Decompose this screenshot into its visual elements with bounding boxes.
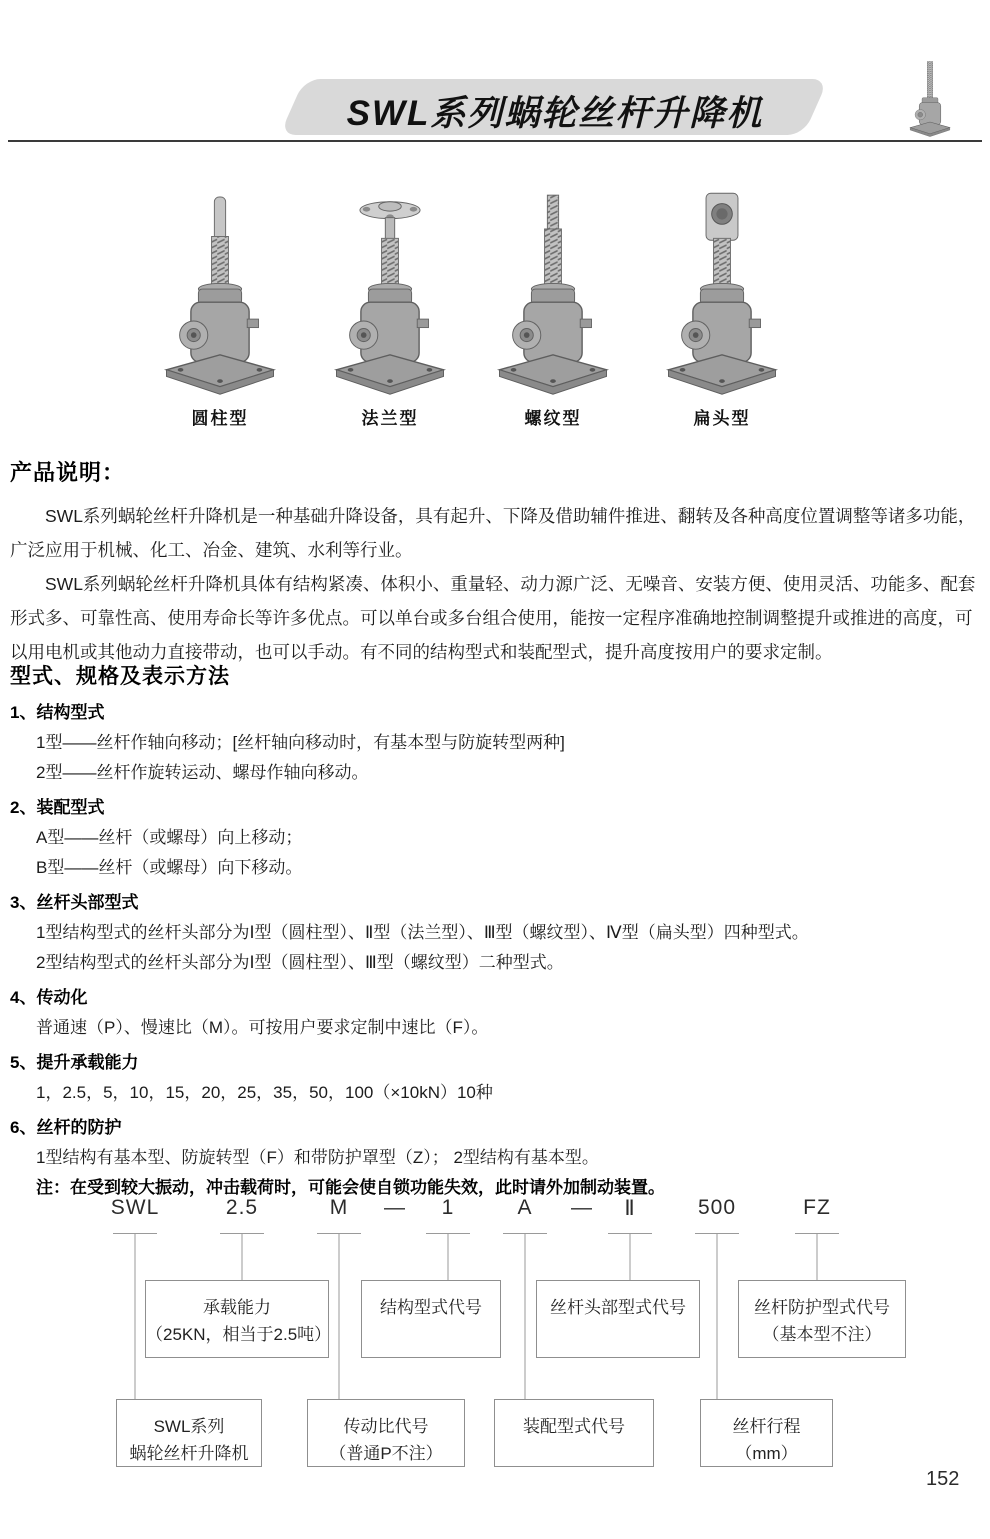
connector-line <box>717 1233 718 1399</box>
spec-4-line-1: 普通速（P）、慢速比（M）。可按用户要求定制中速比（F）。 <box>36 1018 489 1037</box>
diagram-box-protection <box>738 1280 906 1358</box>
diagram-box-travel-line1: 丝杆行程 <box>732 1417 801 1436</box>
diagram-box-capacity <box>145 1280 332 1358</box>
diagram-box-series <box>116 1399 262 1467</box>
diagram-box-structure-line1: 结构型式代号 <box>380 1298 482 1317</box>
connector-line <box>339 1233 340 1399</box>
spec-2-line-2: B型——丝杆（或螺母）向下移动。 <box>36 858 303 877</box>
corner-jack-icon <box>893 58 967 138</box>
code-assembly: A <box>517 1196 533 1219</box>
connector-line <box>817 1233 818 1280</box>
connector-line <box>630 1233 631 1280</box>
spec-5-line-1: 1，2.5，5，10，15，20，25，35，50，100（×10kN）10种 <box>36 1083 493 1102</box>
diagram-box-assembly-line1: 装配型式代号 <box>523 1417 625 1436</box>
description-heading: 产品说明： <box>10 460 126 485</box>
code-ratio: M <box>329 1196 349 1219</box>
code-dash-2: — <box>571 1196 593 1219</box>
diagram-box-head-type <box>536 1280 700 1358</box>
description-paragraph-2: SWL系列蜗轮丝杆升降机具体有结构紧凑、体积小、重量轻、动力源广泛、无噪音、安装方便、使用灵活、功能多、配套形式多、可靠性高、使用寿命长等许多优点。可以单台或多台组合使用，能按一定程序准确地控制调整提升或推进的高度，可以用电机或其他动力直接带动，也可以手动。有不同的结构型式和装配型式，提升高度按用户的要求定制。 <box>10 574 976 662</box>
diagram-box-capacity-line2: （25KN，相当于2.5吨） <box>146 1325 332 1344</box>
jack-photo-flange-icon <box>315 182 465 398</box>
diagram-box-protection-line2: （基本型不注） <box>762 1325 882 1344</box>
code-travel: 500 <box>697 1196 737 1219</box>
spec-1-title: 1、结构型式 <box>10 703 105 722</box>
jack-photo-cylindrical-icon <box>145 182 295 398</box>
product-label-cylindrical: 圆柱型 <box>191 409 249 428</box>
diagram-box-ratio <box>307 1399 465 1467</box>
jack-photo-flathead-icon <box>647 182 797 398</box>
header-divider <box>8 140 982 142</box>
product-figure-threaded <box>478 182 628 429</box>
code-protection: FZ <box>803 1196 831 1219</box>
diagram-box-series-line1: SWL系列 <box>153 1417 225 1436</box>
code-capacity: 2.5 <box>225 1196 259 1219</box>
spec-heading: 型式、规格及表示方法 <box>10 665 230 688</box>
diagram-box-structure <box>361 1280 501 1358</box>
spec-2-title: 2、装配型式 <box>10 798 105 817</box>
description-paragraph-1: SWL系列蜗轮丝杆升降机是一种基础升降设备，具有起升、下降及借助辅件推进、翻转及各种高度位置调整等诸多功能，广泛应用于机械、化工、冶金、建筑、水利等行业。 <box>10 506 976 560</box>
product-figure-flathead <box>647 182 797 429</box>
spec-6-note: 注：在受到较大振动，冲击载荷时，可能会使自锁功能失效，此时请外加制动装置。 <box>36 1178 665 1197</box>
spec-section <box>10 660 978 1203</box>
product-figure-flange <box>315 182 465 429</box>
product-figure-cylindrical <box>145 182 295 429</box>
spec-6-title: 6、丝杆的防护 <box>10 1118 122 1137</box>
page-title: SWL系列蜗轮丝杆升降机 <box>346 94 764 133</box>
diagram-box-head-type-line1: 丝杆头部型式代号 <box>550 1298 686 1317</box>
spec-6-line-1: 1型结构有基本型、防旋转型（F）和带防护罩型（Z）； 2型结构有基本型。 <box>36 1148 599 1167</box>
diagram-box-travel <box>700 1399 833 1467</box>
product-description-section <box>10 456 978 669</box>
diagram-box-travel-line2: （mm） <box>735 1444 798 1463</box>
diagram-box-assembly <box>494 1399 654 1467</box>
product-label-threaded: 螺纹型 <box>524 409 582 428</box>
diagram-box-protection-line1: 丝杆防护型式代号 <box>754 1298 890 1317</box>
spec-4-title: 4、传动化 <box>10 988 88 1007</box>
connector-line <box>448 1233 449 1280</box>
spec-3-title: 3、丝杆头部型式 <box>10 893 139 912</box>
spec-3-line-1: 1型结构型式的丝杆头部分为Ⅰ型（圆柱型）、Ⅱ型（法兰型）、Ⅲ型（螺纹型）、Ⅳ型（扁头型）四种型式。 <box>36 923 809 942</box>
connector-line <box>135 1233 136 1399</box>
spec-1-line-2: 2型——丝杆作旋转运动、螺母作轴向移动。 <box>36 763 369 782</box>
code-series: SWL <box>110 1196 160 1219</box>
connector-line <box>242 1233 243 1280</box>
code-head-type: Ⅱ <box>624 1197 636 1220</box>
code-dash-1: — <box>384 1196 406 1219</box>
spec-2-line-1: A型——丝杆（或螺母）向上移动； <box>36 828 303 847</box>
connector-line <box>525 1233 526 1399</box>
jack-photo-threaded-icon <box>478 182 628 398</box>
diagram-box-ratio-line2: （普通P不注） <box>329 1444 443 1463</box>
spec-5-title: 5、提升承载能力 <box>10 1053 139 1072</box>
spec-3-line-2: 2型结构型式的丝杆头部分为Ⅰ型（圆柱型）、Ⅲ型（螺纹型）二种型式。 <box>36 953 564 972</box>
diagram-box-capacity-line1: 承载能力 <box>203 1298 271 1317</box>
product-label-flange: 法兰型 <box>361 409 419 428</box>
code-structure: 1 <box>441 1196 455 1219</box>
diagram-box-series-line2: 蜗轮丝杆升降机 <box>129 1444 249 1463</box>
diagram-box-ratio-line1: 传动比代号 <box>343 1417 429 1436</box>
product-label-flathead: 扁头型 <box>693 409 751 428</box>
spec-1-line-1: 1型——丝杆作轴向移动；[丝杆轴向移动时，有基本型与防旋转型两种] <box>36 733 565 752</box>
model-code-diagram <box>0 1190 990 1490</box>
page-number: 152 <box>926 1468 960 1490</box>
